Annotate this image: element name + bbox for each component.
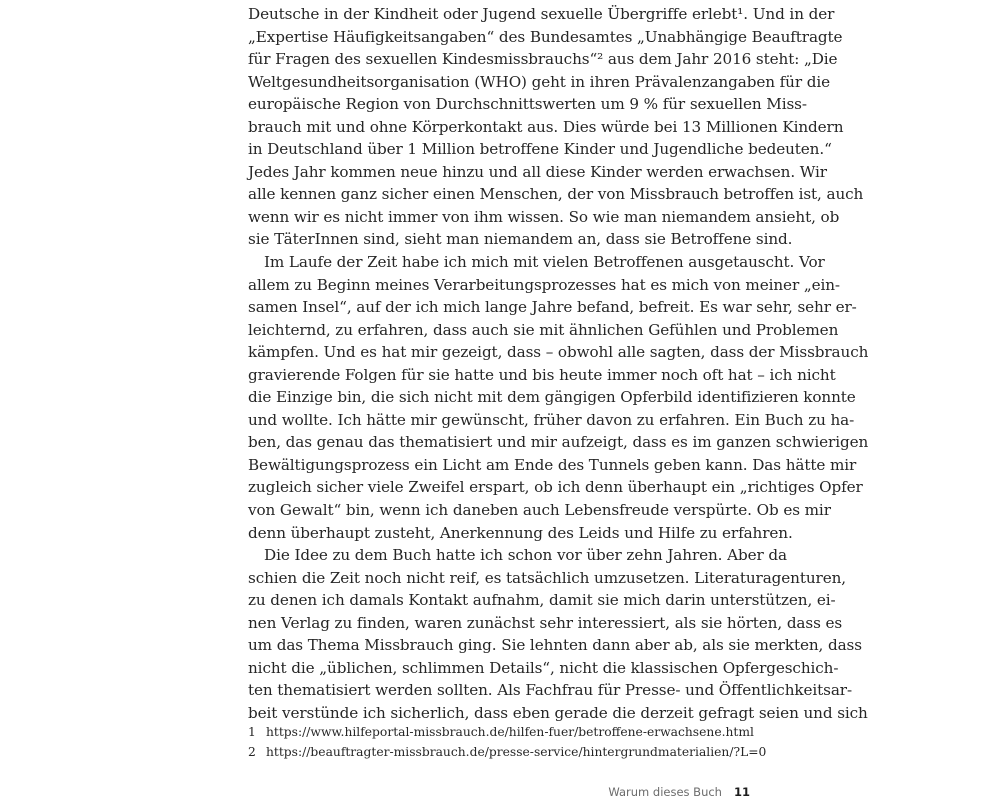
text-line: denn überhaupt zusteht, Anerkennung des Leids und Hilfe zu erfahren. (248, 523, 793, 542)
text-line: „Expertise Häufigkeitsangaben“ des Bundesamtes „Unabhängige Beauftragte (248, 27, 843, 46)
text-line: allem zu Beginn meines Verarbeitungsprozesses hat es mich von meiner „ein- (248, 275, 840, 294)
text-line: alle kennen ganz sicher einen Menschen, der von Missbrauch betroffen ist, auch (248, 185, 864, 204)
footnote-link[interactable]: https://beauftragter-missbrauch.de/presse-service/hintergrundmaterialien/?L=0 (266, 744, 767, 759)
text-line: Deutsche in der Kindheit oder Jugend sexuelle Übergriffe erlebt¹. Und in der (248, 5, 835, 23)
footnote-number: 2 (248, 744, 256, 759)
text-line: die Einzige bin, die sich nicht mit dem gängigen Opferbild identifizieren konnte (248, 388, 856, 407)
footnote (248, 743, 767, 763)
paragraph-first-line: Die Idee zu dem Buch hatte ich schon vor über zehn Jahren. Aber da (264, 546, 787, 565)
text-line: Weltgesundheitsorganisation (WHO) geht in ihren Prävalenzangaben für die (248, 72, 830, 91)
text-line: samen Insel“, auf der ich mich lange Jahre befand, befreit. Es war sehr, sehr er- (248, 298, 857, 317)
footnote (248, 723, 754, 743)
text-line: kämpfen. Und es hat mir gezeigt, dass – obwohl alle sagten, dass der Missbrauch (248, 343, 869, 362)
text-line: beit verstünde ich sicherlich, dass eben gerade die derzeit gefragt seien und sich (248, 703, 868, 722)
text-line: wenn wir es nicht immer von ihm wissen. So wie man niemandem ansieht, ob (248, 207, 840, 226)
text-line: nen Verlag zu finden, waren zunächst sehr interessiert, als sie hörten, dass es (248, 613, 843, 632)
text-line: sie TäterInnen sind, sieht man niemandem an, dass sie Betroffene sind. (248, 230, 793, 249)
body-text (248, 3, 869, 725)
running-footer (560, 785, 750, 799)
text-line: für Fragen des sexuellen Kindesmissbrauchs“² aus dem Jahr 2016 steht: „Die (248, 50, 838, 69)
text-line: in Deutschland über 1 Million betroffene Kinder und Jugendliche bedeuten.“ (248, 140, 832, 159)
text-line: Bewältigungsprozess ein Licht am Ende des Tunnels geben kann. Das hätte mir (248, 455, 857, 474)
text-line: europäische Region von Durchschnittswerten um 9 % für sexuellen Miss- (248, 95, 807, 114)
text-line: Jedes Jahr kommen neue hinzu und all diese Kinder werden erwachsen. Wir (248, 162, 827, 181)
footnotes (248, 723, 767, 762)
text-line: zu denen ich damals Kontakt aufnahm, damit sie mich darin unterstützen, ei- (248, 591, 836, 610)
text-line: zugleich sicher viele Zweifel erspart, ob ich denn überhaupt ein „richtiges Opfer (248, 478, 863, 497)
text-line: leichternd, zu erfahren, dass auch sie mit ähnlichen Gefühlen und Problemen (248, 320, 839, 339)
text-line: schien die Zeit noch nicht reif, es tatsächlich umzusetzen. Literaturagenturen, (248, 568, 846, 587)
page-number: 11 (733, 785, 750, 799)
text-line: von Gewalt“ bin, wenn ich daneben auch Lebensfreude verspürte. Ob es mir (248, 501, 831, 520)
text-line: ben, das genau das thematisiert und mir aufzeigt, dass es im ganzen schwierigen (248, 433, 869, 452)
running-title: Warum dieses Buch (608, 785, 722, 799)
footnote-number: 1 (248, 725, 256, 739)
footnote-link[interactable]: https://www.hilfeportal-missbrauch.de/hilfen-fuer/betroffene-erwachsene.html (266, 725, 754, 739)
paragraph-first-line: Im Laufe der Zeit habe ich mich mit vielen Betroffenen ausgetauscht. Vor (264, 253, 825, 272)
text-line: ten thematisiert werden sollten. Als Fachfrau für Presse- und Öffentlichkeitsar- (248, 681, 852, 700)
text-line: brauch mit und ohne Körperkontakt aus. Dies würde bei 13 Millionen Kindern (248, 117, 844, 136)
text-line: und wollte. Ich hätte mir gewünscht, früher davon zu erfahren. Ein Buch zu ha- (248, 410, 855, 429)
text-line: um das Thema Missbrauch ging. Sie lehnten dann aber ab, als sie merkten, dass (248, 636, 862, 655)
text-line: gravierende Folgen für sie hatte und bis heute immer noch oft hat – ich nicht (248, 365, 836, 384)
text-line: nicht die „üblichen, schlimmen Details“, nicht die klassischen Opfergeschich- (248, 658, 839, 677)
